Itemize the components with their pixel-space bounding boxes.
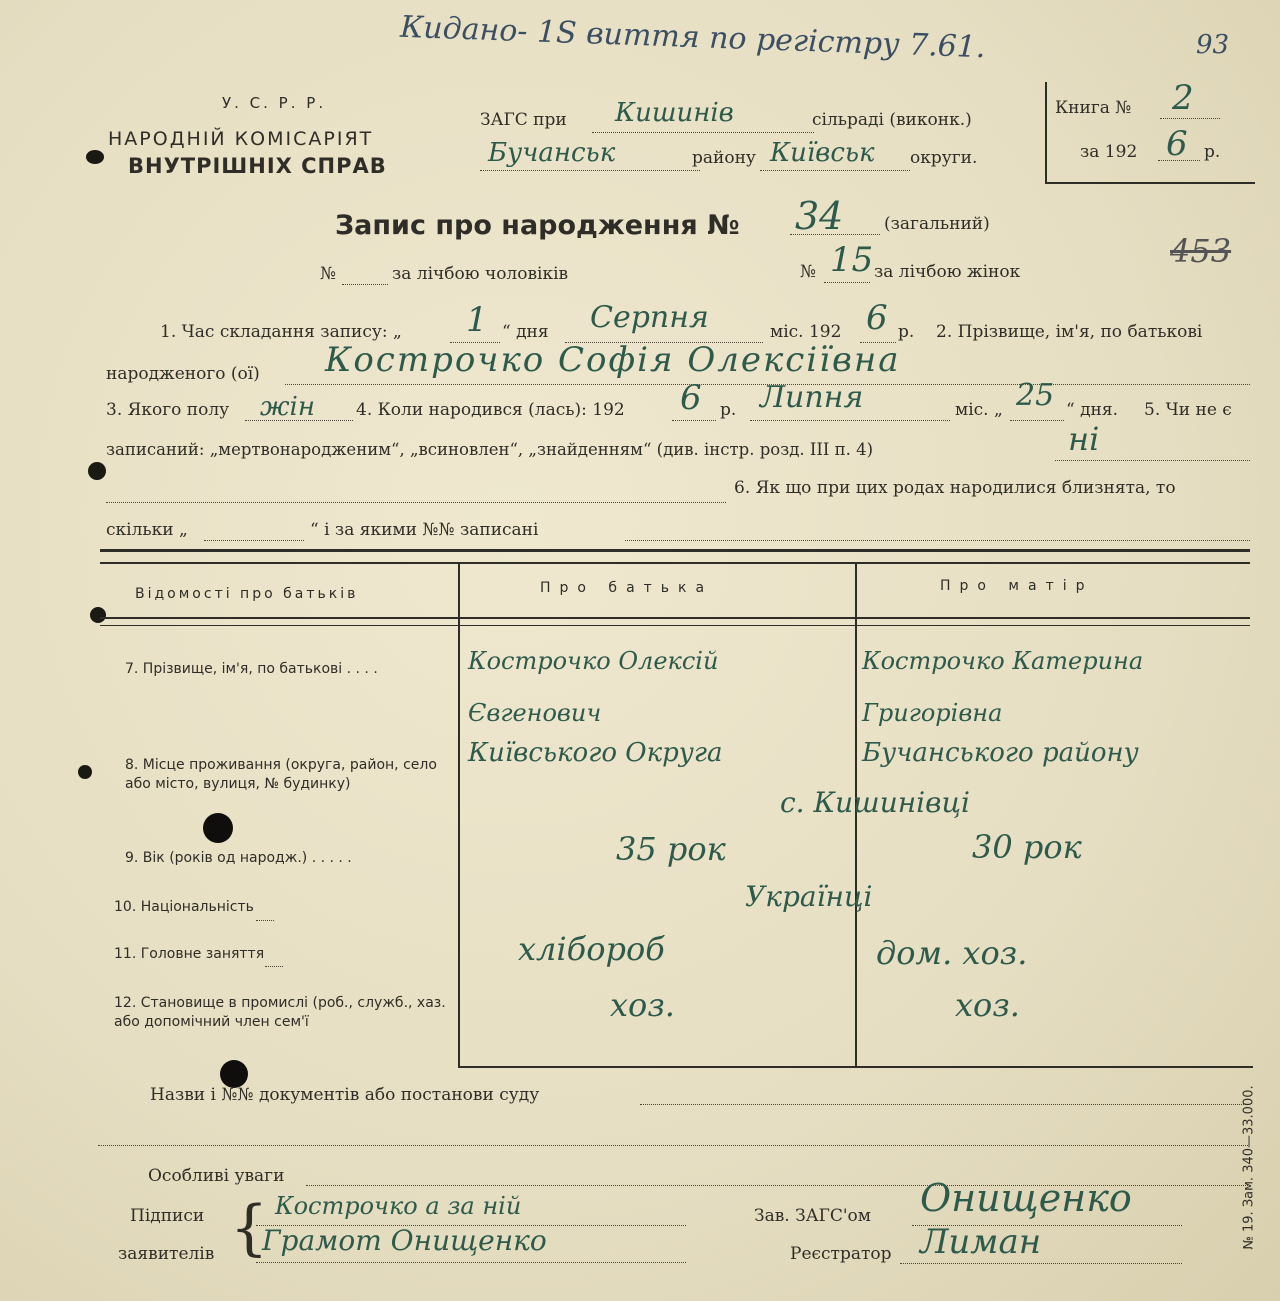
punch-hole <box>88 462 106 480</box>
signature-1: Кострочко а за ній <box>275 1192 522 1220</box>
zags-prefix: ЗАГС при <box>480 110 567 130</box>
row8-label: 8. Місце проживання (округа, район, село або місто, вулиця, № будинку) <box>125 757 437 792</box>
documents-label: Назви і №№ документів або постанови суду <box>150 1085 540 1105</box>
punch-hole <box>90 607 106 623</box>
mother-occupation: дом. хоз. <box>876 934 1028 972</box>
father-status: хоз. <box>610 986 675 1024</box>
shared-village: с. Кишинівці <box>780 786 970 819</box>
field1-year: 6 <box>866 298 888 338</box>
field1-day-label: “ дня <box>502 322 549 342</box>
field6-label: 6. Як що при цих родах народилися близнята, то <box>734 478 1176 498</box>
field6-count-label: скільки „ <box>106 520 188 540</box>
row9-label: 9. Вік (років од народж.) . . . . . <box>125 850 352 866</box>
men-count-prefix: № <box>320 264 337 284</box>
men-count-label: за лічбою чоловіків <box>392 264 569 284</box>
born-label: народженого (ої) <box>106 364 260 384</box>
republic-label: У. С. Р. Р. <box>222 94 327 112</box>
signature-brace: { <box>230 1193 269 1263</box>
page-number: 93 <box>1196 30 1230 60</box>
mother-status: хоз. <box>955 986 1020 1024</box>
book-number: 2 <box>1172 78 1194 118</box>
row11-label: 11. Головне заняття <box>114 946 265 962</box>
punch-hole <box>220 1060 248 1088</box>
field1-label: 1. Час складання запису: „ <box>160 322 402 342</box>
record-general: (загальний) <box>884 214 990 234</box>
side-print: № 19. Зам. 340—33.000. <box>1241 1085 1257 1250</box>
notes-label: Особливі уваги <box>148 1166 285 1186</box>
women-count-label: за лічбою жінок <box>874 262 1021 282</box>
field4-day: 25 <box>1016 378 1055 413</box>
zags-village: Кишинів <box>615 98 734 128</box>
signature-2: Грамот Онищенко <box>262 1224 547 1257</box>
field4-year: 6 <box>680 378 702 418</box>
district-value: Бучанськ <box>488 138 616 168</box>
book-label: Книга № <box>1055 98 1132 118</box>
born-name: Кострочко Софія Олексіївна <box>325 340 901 380</box>
registrar-label: Реєстратор <box>790 1244 892 1264</box>
record-number: 34 <box>795 194 844 238</box>
top-note: Кидано- 1Ѕ виття по регістру 7.61. <box>399 9 986 66</box>
book-year-prefix: за 192 <box>1080 142 1138 162</box>
table-header-mother: Про матір <box>940 578 1094 594</box>
women-count-prefix: № <box>800 262 817 282</box>
field4-r: р. <box>720 400 737 420</box>
commissariat-line1: НАРОДНІЙ КОМІСАРІЯТ <box>108 128 374 150</box>
father-name: Кострочко Олексій Євгенович <box>468 647 719 727</box>
head-signature: Онищенко <box>920 1176 1132 1220</box>
field5-line2: записаний: „мертвонародженим“, „всиновлен“, „знайденням“ (див. інстр. розд. III п. 4) <box>106 440 874 459</box>
table-header-info: Відомості про батьків <box>135 586 359 602</box>
field1-month: Серпня <box>590 300 709 335</box>
father-residence: Київського Округа <box>468 738 723 768</box>
registrar-signature: Лиман <box>920 1222 1042 1262</box>
father-age: 35 рок <box>616 830 726 868</box>
field3-value: жін <box>260 392 315 422</box>
field2-label: 2. Прізвище, ім'я, по батькові <box>936 322 1203 342</box>
okruha-value: Київськ <box>770 138 875 168</box>
punch-hole <box>86 150 104 164</box>
field1-year-suffix: р. <box>898 322 915 342</box>
field1-year-prefix: міс. 192 <box>770 322 842 342</box>
row7-label: 7. Прізвище, ім'я, по батькові . . . . <box>125 661 378 677</box>
zags-suffix: сільраді (виконк.) <box>812 110 972 130</box>
mother-residence: Бучанського району <box>862 738 1139 768</box>
field4-day-label: “ дня. <box>1066 400 1119 420</box>
okruha-label: округи. <box>910 148 978 168</box>
head-label: Зав. ЗАГС'ом <box>754 1206 871 1226</box>
book-year-suffix: р. <box>1204 142 1221 162</box>
field5-value: ні <box>1068 420 1100 458</box>
women-count: 15 <box>830 240 874 280</box>
book-year: 6 <box>1166 124 1188 164</box>
row10-label: 10. Національність <box>114 899 254 915</box>
table-header-father: Про батька <box>540 580 714 596</box>
field5-label: 5. Чи не є <box>1144 400 1232 420</box>
field3-label: 3. Якого полу <box>106 400 230 420</box>
mother-age: 30 рок <box>972 828 1082 866</box>
mother-name: Кострочко Катерина Григорівна <box>862 647 1144 727</box>
field6-numbers-label: “ і за якими №№ записані <box>310 520 539 540</box>
district-label: району <box>692 148 756 168</box>
field4-label: 4. Коли народився (лась): 192 <box>356 400 625 420</box>
commissariat-line2: ВНУТРІШНІХ СПРАВ <box>128 154 387 178</box>
field1-day: 1 <box>466 300 488 340</box>
shared-nationality: Українці <box>745 880 873 913</box>
crossed-number: 453 <box>1170 232 1232 270</box>
signatures-label-2: заявителів <box>118 1244 215 1264</box>
punch-hole <box>78 765 92 779</box>
punch-hole <box>203 813 233 843</box>
row12-label: 12. Становище в промислі (роб., служб., хаз. або допомічний член сем'ї <box>114 995 446 1030</box>
father-occupation: хлібороб <box>518 930 665 968</box>
field4-month: Липня <box>760 380 864 415</box>
record-title: Запис про народження № <box>335 210 740 241</box>
signatures-label-1: Підписи <box>130 1206 205 1226</box>
field4-mis: міс. „ <box>955 400 1003 420</box>
